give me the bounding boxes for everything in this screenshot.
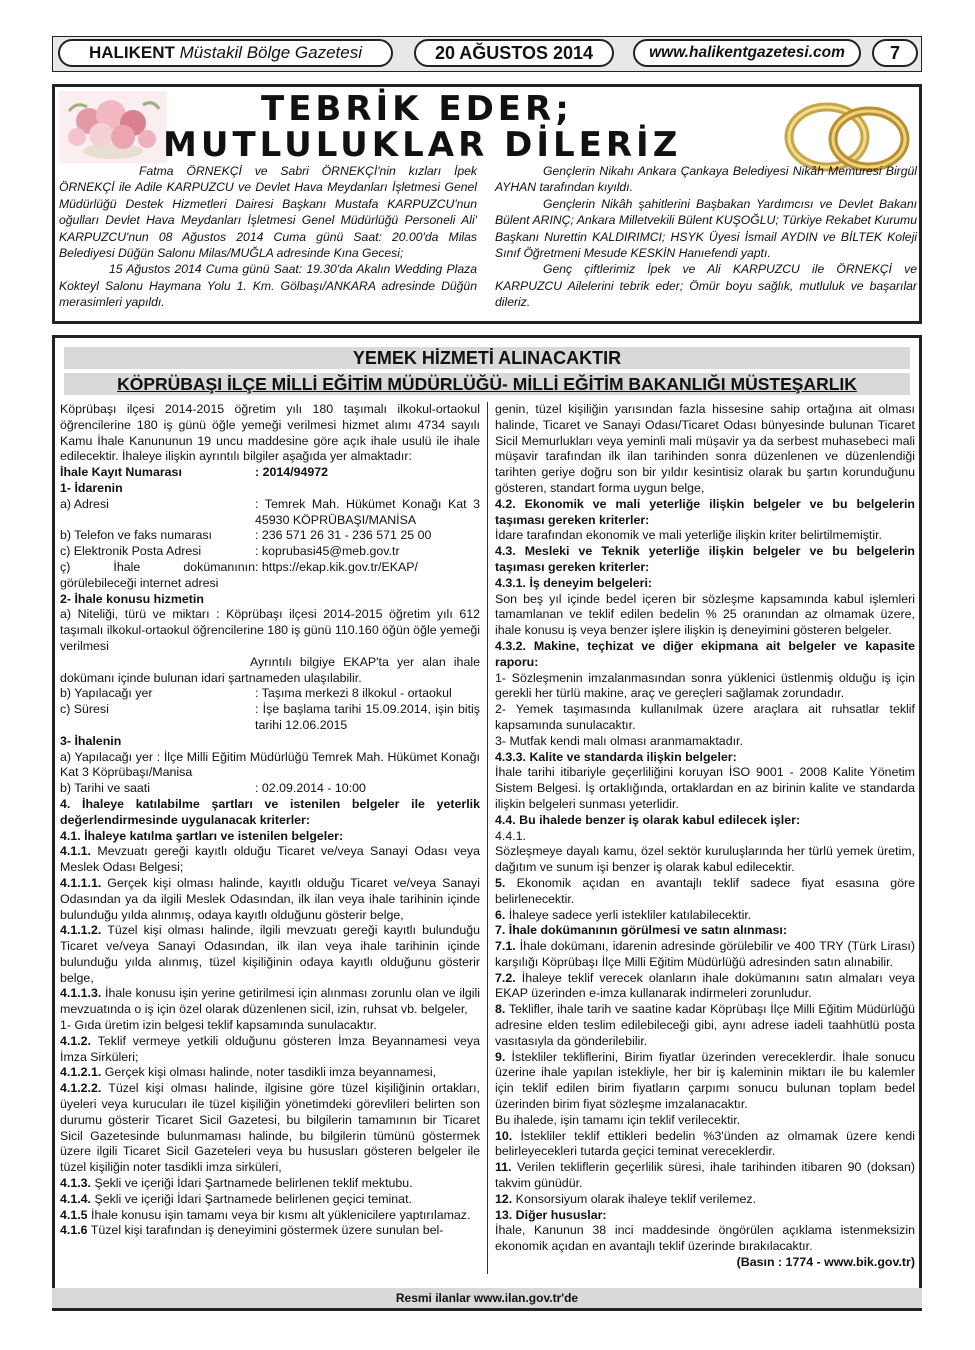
tender-item: 13. Diğer hususlar: xyxy=(495,1207,607,1222)
paper-name-rest: Müstakil Bölge Gazetesi xyxy=(174,43,363,62)
item-number: 10. xyxy=(495,1128,513,1143)
congrats-right-column xyxy=(495,163,917,311)
tender-text: a) Yapılacağı yer : İlçe Milli Eğitim Müdürlüğü Temrek Mah. Hükümet Konağı Kat 3 Köprübaşı/Manisa xyxy=(60,749,480,780)
tender-right-column xyxy=(495,402,915,1271)
date-pill xyxy=(414,39,614,67)
tender-label: İhale Kayıt Numarası xyxy=(60,465,182,480)
tender-label: c) Süresi xyxy=(60,702,109,717)
paper-name-bold: HALIKENT xyxy=(88,43,175,62)
item-number: 4.1.4. xyxy=(60,1191,92,1206)
item-number: 4.1. xyxy=(60,828,81,843)
tender-section-title: 1- İdarenin xyxy=(60,480,123,495)
tender-item: 12. Konsorsiyum olarak ihaleye teklif verilemez. xyxy=(495,1191,757,1206)
tender-item: 4.1.3. Şekli ve içeriği İdari Şartnamede belirlenen teklif mektubu. xyxy=(60,1176,413,1191)
item-number: 4.1.1.2. xyxy=(60,923,102,938)
item-number: 4.3. xyxy=(495,544,516,559)
item-number: 4.1.1.1. xyxy=(60,875,102,890)
tender-value: : Temrek Mah. Hükümet Konağı Kat 3 45930 KÖPRÜBAŞI/MANİSA xyxy=(255,496,480,527)
tender-section-title: 3- İhalenin xyxy=(60,733,122,748)
tender-value: : 236 571 26 31 - 236 571 25 00 xyxy=(255,528,432,543)
tender-intro: Köprübaşı ilçesi 2014-2015 öğretim yılı 180 taşımalı ilkokul-ortaokul öğrencilerine 180 iş günü öğle yemeği verilmesi hizmet alımı 4734 sayılı Kamu İhale Kanununun 19 uncu maddesine göre açık ihale usulü ile ihale edilecektir. İhaleye ilişkin ayrıntılı bilgiler aşağıda yer almaktadır: xyxy=(60,402,480,464)
item-number: 4.1.2. xyxy=(60,1033,92,1048)
item-number: 4.3.2. xyxy=(495,638,527,653)
item-number: 7.2. xyxy=(495,970,516,985)
tender-item: 1- Sözleşmenin imzalanmasından sonra yüklenici üstlenmiş olduğu iş için gerekli her türlü makine, araç ve gereçleri sağlamak zorundadır. xyxy=(495,670,915,701)
tender-item: 4.1. İhaleye katılma şartları ve istenilen belgeler: xyxy=(60,828,344,843)
tender-item: İdare tarafından ekonomik ve mali yeterliğe ilişkin kriter belirtilmemiştir. xyxy=(495,528,883,543)
tender-item: 4.1.2. Teklif vermeye yetkili olduğunu gösteren İmza Beyannamesi veya İmza Sirküleri; xyxy=(60,1033,480,1064)
item-number: 5. xyxy=(495,875,506,890)
page-number: 7 xyxy=(889,42,900,63)
tender-item: 4.1.1.1. Gerçek kişi olması halinde, kayıtlı olduğu Ticaret ve/veya Sanayi Odasından ya da ilgili Meslek Odasından, ilk ilan veya ihale tarihinin içinde bulunduğu yılda alınmış, odaya kayıtlı olduğunu gösterir belge, xyxy=(60,875,480,922)
tender-item: genin, tüzel kişiliğin yarısından fazla hissesine sahip ortağına ait olması halinde, Ticaret ve Sanayi Odası/Ticaret Odası bünyesinde bulunan Ticaret Sicil Memurlukları veya yeminli mali müşavir ya da serbest muhasebeci mali müşavir tarafından ilk ilan tarihinden sonra düzenlenen ve düzenlendiği tarihten geriye doğru son bir yıldır kesintisiz olarak bu şartın korunduğunu gösteren, standart forma uygun belge, xyxy=(495,402,915,495)
tender-item: İhale, Kanunun 38 inci maddesinde öngörülen açıklama istenmeksizin ekonomik açıdan en avantajlı teklif üzerinde bırakılacaktır. xyxy=(495,1223,915,1254)
tender-row xyxy=(60,544,480,560)
tender-item: 4.1.5 İhale konusu işin tamamı veya bir kısmı alt yüklenicilere yaptırılamaz. xyxy=(60,1207,471,1222)
item-number: 4.1.2.2. xyxy=(60,1081,102,1096)
item-number: 4.1.3. xyxy=(60,1176,92,1191)
tender-label: b) Telefon ve faks numarası xyxy=(60,528,212,543)
tender-item: 4.3. Mesleki ve Teknik yeterliğe ilişkin belgeler ve bu belgelerin taşıması gereken kriterler: xyxy=(495,544,915,574)
paper-name-pill xyxy=(58,39,393,67)
tender-value: : Taşıma merkezi 8 ilkokul - ortaokul xyxy=(255,686,452,701)
page-number-pill xyxy=(872,39,918,67)
item-number: 7. xyxy=(495,923,506,938)
tender-section-title: 2- İhale konusu hizmetin xyxy=(60,591,204,606)
tender-item: 4.1.1.2. Tüzel kişi olması halinde, ilgili mevzuatı gereği kayıtlı bulunduğu Ticaret ve/veya Sanayi Odasından, ilk ilan veya ihale tarihinin içinde bulunduğu yılda alınmış, tüzel kişiliğinin odaya kayıtlı olduğunu gösterir belge, xyxy=(60,923,480,985)
tender-item: 4.1.6 Tüzel kişi tarafından iş deneyimini göstermek üzere sunulan bel- xyxy=(60,1223,444,1238)
item-number: 4.1.5 xyxy=(60,1207,88,1222)
tender-item: 11. Verilen tekliflerin geçerlilik süresi, ihale tarihinden itibaren 90 (doksan) takvim günüdür. xyxy=(495,1160,915,1191)
tender-item: 4.3.2. Makine, teçhizat ve diğer ekipmana ait belgeler ve kapasite raporu: xyxy=(495,638,915,669)
congrats-title-line2: MUTLULUKLAR DİLERİZ xyxy=(163,125,682,165)
tender-left-items xyxy=(60,829,480,1240)
tender-item: 2- Yemek taşımasında kullanılmak üzere araçlara ait ruhsatlar teklif kapsamında sunulacaktır. xyxy=(495,702,915,732)
tender-item: 8. Teklifler, ihale tarih ve saatine kadar Köprübaşı İlçe Milli Eğitim Müdürlüğü adresine elden teslim edilebileceği gibi, aynı adrese iadeli taahhütlü posta vasıtasıyla da gönderilebilir. xyxy=(495,1002,915,1048)
tender-row xyxy=(60,560,480,592)
congratulations-notice xyxy=(52,84,922,324)
official-ads-footer: Resmi ilanlar www.ilan.gov.tr'de xyxy=(52,1288,922,1308)
tender-text: a) Niteliği, türü ve miktarı : Köprübaşı ilçesi 2014-2015 öğretim yılı 612 taşımalı ilkokul-ortaokul öğrencilerine 180 iş günü 110.160 öğün öğle yemeği verilmesi xyxy=(60,607,480,653)
tender-item: Bu ihalede, işin tamamı için teklif verilecektir. xyxy=(495,1112,741,1127)
tender-value: : 02.09.2014 - 10:00 xyxy=(255,781,366,796)
item-number: 4.2. xyxy=(495,496,516,511)
item-number: 4.3.1. xyxy=(495,575,527,590)
item-number: 4.1.2.1. xyxy=(60,1065,102,1080)
tender-left-column xyxy=(60,402,480,1239)
item-number: 7.1. xyxy=(495,939,516,954)
tender-row xyxy=(60,497,480,529)
tender-item: Sözleşmeye dayalı kamu, özel sektör kuruluşlarında her türlü yemek üretim, dağıtım ve sunum işi benzer iş olarak kabul edilecektir. xyxy=(495,844,915,875)
tender-row xyxy=(60,686,480,702)
tender-label: a) Adresi xyxy=(60,496,109,511)
item-number: 4.1.1.3. xyxy=(60,986,102,1001)
tender-item: 1- Gıda üretim izin belgesi teklif kapsamında sunulacaktır. xyxy=(60,1018,377,1033)
item-number: 11. xyxy=(495,1160,512,1175)
tender-item: 4.1.4. Şekli ve içeriği İdari Şartnamede belirlenen geçici teminat. xyxy=(60,1191,412,1206)
tender-label: b) Yapılacağı yer xyxy=(60,686,153,701)
congrats-paragraph: Fatma ÖRNEKÇİ ve Sabri ÖRNEKÇİ'nin kızları İpek ÖRNEKÇİ ile Adile KARPUZCU ve Devlet Hava Meydanları İşletmesi Genel Müdürlüğü Destek Hizmetleri Dairesi Başkanı Mustafa KARPUZCU'nun oğulları Devlet Hava Meydanları İşletmesi Genel Müdürlüğü Personeli Ali' KARPUZCU'nun 08 Ağustos 2014 Cuma günü Saat: 20.00'da Milas Belediyesi Düğün Salonu Milas/MUĞLA adresinde Kına Gecesi; xyxy=(59,164,477,261)
tender-text: Ayrıntılı bilgiye EKAP'ta yer alan ihale dokümanı içinde bulunan idari şartnameden ulaşılabilir. xyxy=(60,654,480,685)
item-number: 12. xyxy=(495,1191,513,1206)
tender-item: 10. İstekliler teklif ettikleri bedelin %3'ünden az olmamak üzere kendi belirleyecekleri tutarda geçici teminat vereceklerdir. xyxy=(495,1128,915,1159)
email-link[interactable]: : koprubasi45@meb.gov.tr xyxy=(255,544,400,559)
tender-item: 4.4. Bu ihalede benzer iş olarak kabul edilecek işler: xyxy=(495,812,801,827)
website-link[interactable]: www.halikentgazetesi.com xyxy=(649,44,845,61)
congrats-paragraph: Gençlerin Nikahı Ankara Çankaya Belediyesi Nikâh Memuresi Birgül AYHAN tarafından kıyıldı. xyxy=(495,164,917,195)
press-reference: (Basın : 1774 - www.bik.gov.tr) xyxy=(736,1255,915,1270)
congrats-paragraph: Genç çiftlerimiz İpek ve Ali KARPUZCU ile ÖRNEKÇİ ve KARPUZCU Ailelerini tebrik eder; Ömür boyu sağlık, mutluluk ve başarılar dileriz. xyxy=(495,262,917,310)
tender-heading: YEMEK HİZMETİ ALINACAKTIR xyxy=(64,347,910,369)
tender-item: 5. Ekonomik açıdan en avantajlı teklif sadece fiyat esasına göre belirlenecektir. xyxy=(495,875,915,906)
item-number: 4.3.3. xyxy=(495,749,527,764)
issue-date: 20 AĞUSTOS 2014 xyxy=(434,42,594,63)
tender-label: b) Tarihi ve saati xyxy=(60,781,150,796)
tender-item: 6. İhaleye sadece yerli istekliler katılabilecektir. xyxy=(495,907,752,922)
tender-row xyxy=(60,781,480,797)
tender-item: 4.1.2.1. Gerçek kişi olması halinde, noter tasdikli imza beyannamesi, xyxy=(60,1065,437,1080)
tender-section-title: 4. İhaleye katılabilme şartları ve istenilen belgeler ile yeterlik değerlendirmesinde uygulanacak kriterler: xyxy=(60,796,480,827)
item-number: 4.1.6 xyxy=(60,1223,88,1238)
flower-bouquet-image xyxy=(59,91,167,163)
tender-item: 4.3.1. İş deneyim belgeleri: xyxy=(495,575,653,590)
tender-label: c) Elektronik Posta Adresi xyxy=(60,544,202,559)
tender-item: 4.1.2.2. Tüzel kişi olması halinde, ilgisine göre tüzel kişiliğinin ortakları, üyeleri veya kurucuları ile tüzel kişiliğin yönetimdeki görevlileri belirten son durumu gösterir Ticaret Sicil Gazetesi, bu bilgilerin tamamının bir Ticaret Sicil Gazetesinde bulunmaması halinde, bu bilgilerin tümünü göstermek üzere ilgili Ticaret Sicil Gazeteleri veya bu hususları gösteren belgeler ile tüzel kişiliğin noter tasdikli imza sirküleri, xyxy=(60,1081,480,1175)
tender-item: Son beş yıl içinde bedel içeren bir sözleşme kapsamında kabul işlemleri tamamlanan ve teklif edilen bedelin % 25 oranından az olmamak üzere, ihale konusu iş veya benzer işlere ilişkin iş deneyimini gösteren belgeler. xyxy=(495,591,915,638)
tender-label: ç) İhale dokümanının görülebileceği internet adresi xyxy=(60,559,255,590)
item-number: 6. xyxy=(495,907,506,922)
tender-item: 4.1.1. Mevzuatı gereği kayıtlı olduğu Ticaret ve/veya Sanayi Odası veya Meslek Odası Belgesi; xyxy=(60,844,480,875)
item-number: 9. xyxy=(495,1049,506,1064)
tender-value: : 2014/94972 xyxy=(255,465,329,480)
tender-value: : İşe başlama tarihi 15.09.2014, işin bitiş tarihi 12.06.2015 xyxy=(255,702,480,732)
tender-row xyxy=(60,528,480,544)
tender-item: 7.2. İhaleye teklif verecek olanların ihale dokümanını satın almaları veya EKAP üzerinden e-imza kullanarak indirmeleri zorunludur. xyxy=(495,970,915,1001)
tender-right-items xyxy=(495,402,915,1255)
tender-item: 7.1. İhale dokümanı, idarenin adresinde görülebilir ve 400 TRY (Türk Lirası) karşılığı Köprübaşı İlçe Milli Eğitim Müdürlüğü adresinden satın alınabilir. xyxy=(495,939,915,969)
tender-item: 3- Mutfak kendi malı olması aranmamaktadır. xyxy=(495,733,743,748)
tender-item: 4.2. Ekonomik ve mali yeterliğe ilişkin belgeler ve bu belgelerin taşıması gereken kriterler: xyxy=(495,496,915,527)
item-number: 8. xyxy=(495,1002,506,1017)
tender-row xyxy=(60,702,480,734)
tender-item: İhale tarihi itibariyle geçerliliğini koruyan İSO 9001 - 2008 Kalite Yönetim Sistem Belgesi. İş ortaklığında, ortaklardan en az birinin kalite ve standarda ilişkin belgeleri sunması yeterlidir. xyxy=(495,765,915,811)
congrats-left-column xyxy=(59,163,477,311)
tender-row xyxy=(60,465,480,481)
ekap-link[interactable]: : https://ekap.kik.gov.tr/EKAP/ xyxy=(255,559,418,574)
congrats-paragraph: Gençlerin Nikâh şahitlerini Başbakan Yardımcısı ve Devlet Bakanı Bülent ARINÇ; Ankara Milletvekili Bülent KUŞOĞLU; Türkiye Rekabet Kurumu Başkanı Nurettin KALDIRIMCI; HSYK Üyesi İsmail AYDIN ve BİLTEK Koleji Sınıf Öğretmeni Mesude KESKİN Hanıefendi yaptı. xyxy=(495,196,917,261)
item-number: 4.1.1. xyxy=(60,844,92,859)
tender-item: 4.3.3. Kalite ve standarda ilişkin belgeler: xyxy=(495,749,737,764)
tender-item: 7. İhale dokümanının görülmesi ve satın alınması: xyxy=(495,923,787,938)
tender-item: 4.1.1.3. İhale konusu işin yerine getirilmesi için alınması zorunlu olan ve ilgili mevzuatında o iş için özel olarak düzenlenen sicil, izin, ruhsat vb. belgeler, xyxy=(60,986,480,1017)
congrats-paragraph: 15 Ağustos 2014 Cuma günü Saat: 19.30'da Akalın Wedding Plaza Kokteyl Salonu Haymana Yolu 1. Km. Gölbaşı/ANKARA adresinde Düğün merasimleri yapıldı. xyxy=(59,262,477,310)
item-number: 4.4. xyxy=(495,812,516,827)
tender-subheading: KÖPRÜBAŞI İLÇE MİLLİ EĞİTİM MÜDÜRLÜĞÜ- MİLLİ EĞİTİM BAKANLIĞI MÜSTEŞARLIK xyxy=(64,373,910,395)
item-number: 13. xyxy=(495,1207,513,1222)
column-divider xyxy=(487,402,488,1274)
tender-item: 9. İstekliler tekliflerini, Birim fiyatlar üzerinden vereceklerdir. İhale sonucu üzerine ihale yapılan istekliyle, her bir iş kaleminin miktarı ile bu kalemler için teklif edilen birim fiyatların çarpımı sonucu bulunan toplam bedel üzerinden birim fiyat sözleşme imzalanacaktır. xyxy=(495,1049,915,1112)
website-pill[interactable] xyxy=(633,39,861,67)
tender-item: 4.4.1. xyxy=(495,828,527,843)
congrats-title-line1: TEBRİK EDER; xyxy=(261,89,573,129)
